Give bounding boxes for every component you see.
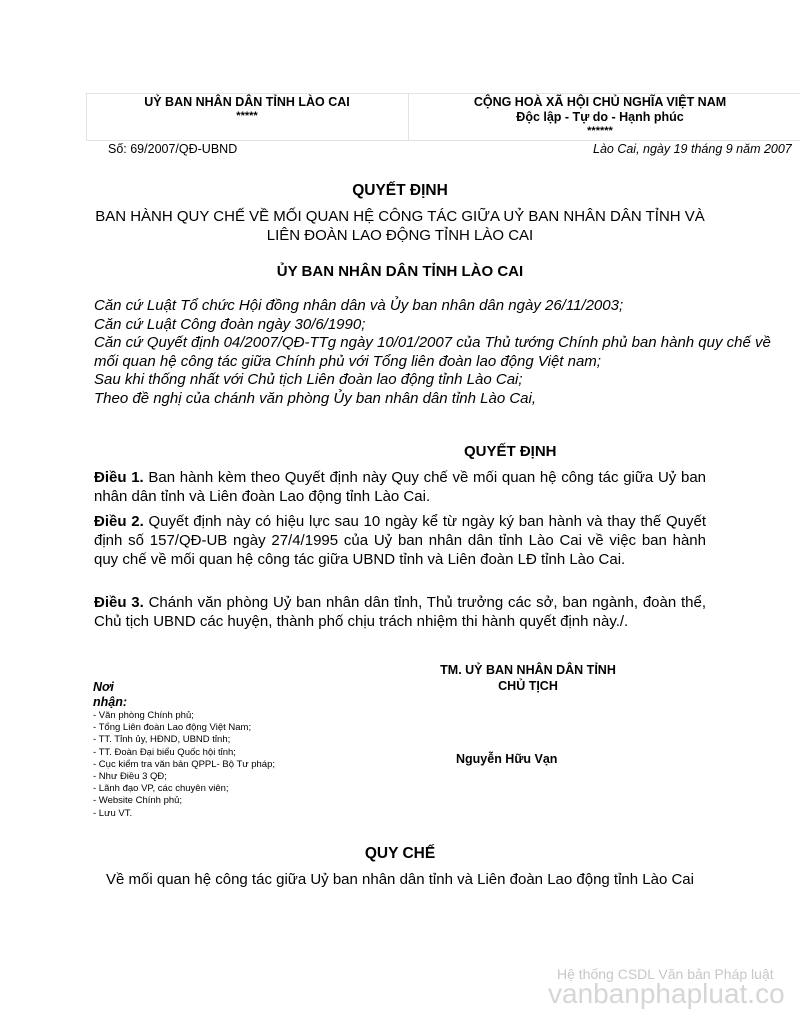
document-subtitle: BAN HÀNH QUY CHẾ VỀ MỐI QUAN HỆ CÔNG TÁC GIỮA UỶ BAN NHÂN DÂN TỈNH VÀ LIÊN ĐOÀN LAO ĐỘNG TỈNH LÀO CAI [95, 208, 705, 244]
article-label: Điều 3. [94, 594, 144, 611]
recipient-item: - Văn phòng Chính phủ; [93, 710, 194, 721]
signature-org: TM. UỶ BAN NHÂN DÂN TỈNH [440, 663, 616, 677]
header-divider [408, 93, 409, 140]
recipient-item: - Tổng Liên đoàn Lao động Việt Nam; [93, 722, 252, 734]
recipients-label-line: Nơi [93, 680, 114, 694]
issuing-authority-block [86, 95, 408, 122]
recipient-item: - Cục kiểm tra văn bản QPPL- Bộ Tư pháp; [93, 758, 276, 770]
watermark-caption: Hệ thống CSDL Văn bản Pháp luật [557, 966, 774, 982]
recipients-list [93, 710, 275, 820]
decides-heading: QUYẾT ĐỊNH [464, 443, 557, 460]
recipient-item: - Website Chính phủ; [93, 795, 183, 807]
recipients-label-line: nhận: [93, 695, 128, 709]
national-title-block [420, 95, 780, 137]
national-motto-stars: ****** [587, 125, 613, 137]
recipient-item: - TT. Đoàn Đại biểu Quốc hội tỉnh; [93, 746, 236, 758]
watermark-site: vanbanphapluat.co [548, 978, 785, 1009]
decision-authority: ỦY BAN NHÂN DÂN TỈNH LÀO CAI [276, 263, 524, 280]
place-date: Lào Cai, ngày 19 tháng 9 năm 2007 [593, 142, 792, 156]
legal-basis-item: Căn cứ Luật Công đoàn ngày 30/6/1990; [94, 315, 366, 333]
recipient-item: - Lãnh đạo VP, các chuyên viên; [93, 783, 229, 795]
article-3 [94, 593, 706, 631]
article-label: Điều 1. [94, 469, 144, 486]
document-number: Số: 69/2007/QĐ-UBND [108, 142, 238, 156]
article-label: Điều 2. [94, 513, 144, 530]
legal-basis-item: Theo đề nghị của chánh văn phòng Ủy ban nhân dân tỉnh Lào Cai, [94, 389, 537, 407]
article-1 [94, 468, 706, 506]
regulation-title: QUY CHẾ [364, 845, 436, 862]
legal-bases [94, 297, 784, 408]
national-title: CỘNG HOÀ XÃ HỘI CHỦ NGHĨA VIỆT NAM [473, 95, 727, 109]
signature-title: CHỦ TỊCH [498, 679, 558, 693]
legal-basis-item: Căn cứ Quyết định 04/2007/QĐ-TTg ngày 10/01/2007 của Thủ tướng Chính phủ ban hành quy chế về mối quan hệ công tác giữa Chính phủ với Tổng liên đoàn lao động Việt nam; [94, 334, 771, 370]
issuing-authority-stars: ***** [236, 110, 258, 122]
document-title: QUYẾT ĐỊNH [352, 182, 448, 199]
national-motto: Độc lập - Tự do - Hạnh phúc [516, 110, 684, 124]
signer-name: Nguyễn Hữu Vạn [456, 752, 558, 766]
recipient-item: - Như Điều 3 QĐ; [93, 771, 167, 783]
recipients-label [93, 680, 127, 710]
signature-block [398, 662, 658, 694]
article-text: Ban hành kèm theo Quyết định này Quy chế về mối quan hệ công tác giữa Uỷ ban nhân dân tỉnh và Liên đoàn Lao động tỉnh Lào Cai. [94, 469, 707, 505]
legal-basis-item: Căn cứ Luật Tổ chức Hội đồng nhân dân và Ủy ban nhân dân ngày 26/11/2003; [94, 297, 624, 314]
issuing-authority: UỶ BAN NHÂN DÂN TỈNH LÀO CAI [144, 95, 350, 109]
article-text: Quyết định này có hiệu lực sau 10 ngày kể từ ngày ký ban hành và thay thế Quyết định số 157/QĐ-UB ngày 27/4/1995 của Uỷ ban nhân dân tỉnh Lào Cai về việc ban hành quy chế về mối quan hệ công tác giữa UBND tỉnh và Liên đoàn LĐ tỉnh Lào Cai. [94, 513, 706, 568]
regulation-subtitle: Về mối quan hệ công tác giữa Uỷ ban nhân dân tỉnh và Liên đoàn Lao động tỉnh Lào Cai [106, 871, 694, 888]
recipient-item: - Lưu VT. [93, 807, 133, 819]
recipient-item: - TT. Tỉnh ủy, HĐND, UBND tỉnh; [93, 734, 231, 746]
article-2 [94, 512, 706, 569]
legal-basis-item: Sau khi thống nhất với Chủ tịch Liên đoàn lao động tỉnh Lào Cai; [94, 371, 523, 388]
article-text: Chánh văn phòng Uỷ ban nhân dân tỉnh, Thủ trưởng các sở, ban ngành, đoàn thể, Chủ tịch UBND các huyện, thành phố chịu trách nhiệm thi hành quyết định này./. [94, 594, 707, 630]
